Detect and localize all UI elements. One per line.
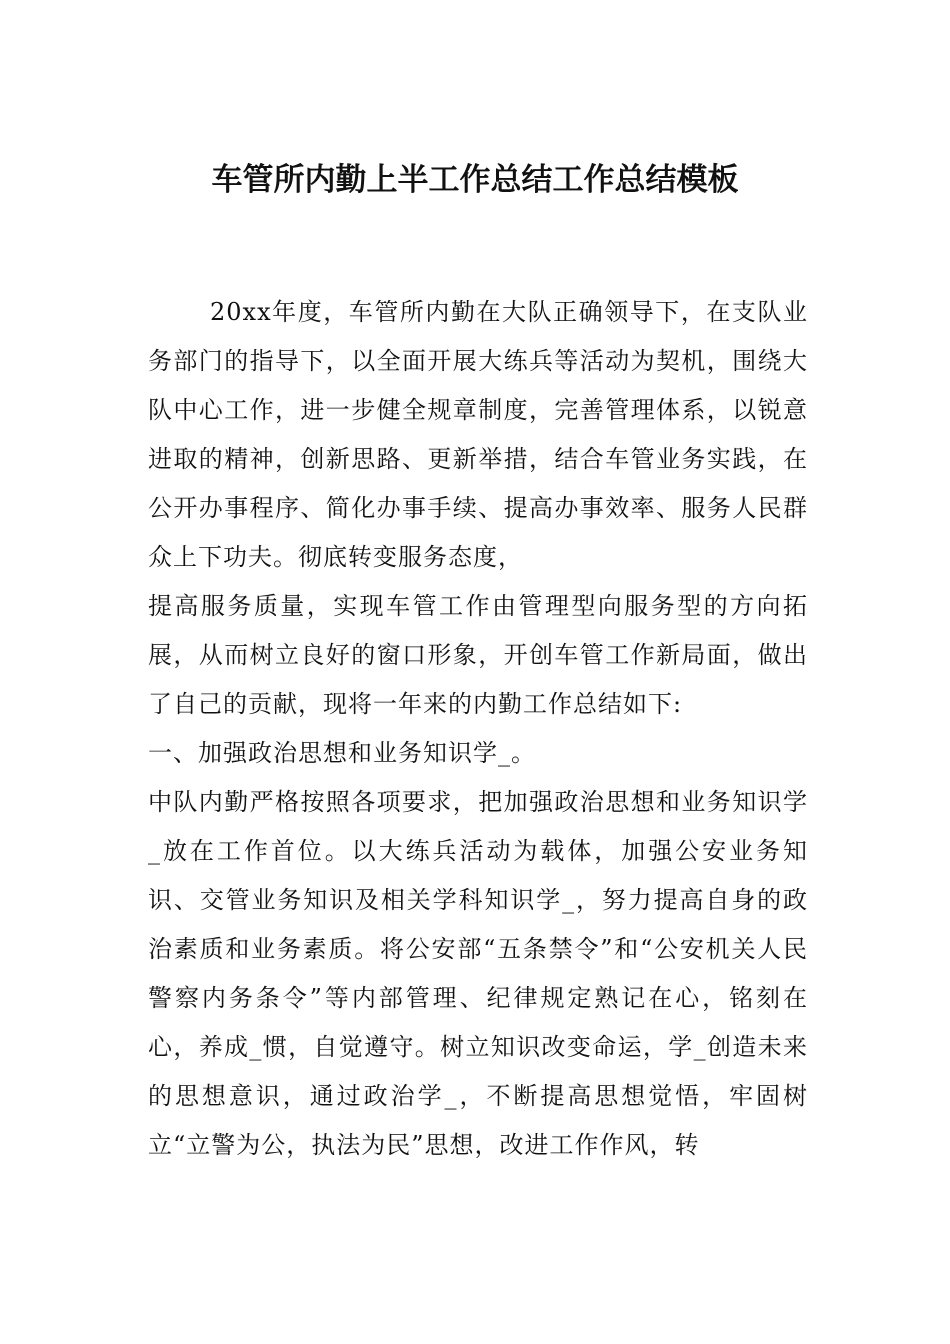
document-body <box>148 288 808 1170</box>
paragraph-continuation: 提高服务质量，实现车管工作由管理型向服务型的方向拓展，从而树立良好的窗口形象，开创车管工作新局面，做出了自己的贡献，现将一年来的内勤工作总结如下: <box>148 592 808 718</box>
paragraph-intro: 20xx年度，车管所内勤在大队正确领导下，在支队业务部门的指导下，以全面开展大练兵等活动为契机，围绕大队中心工作，进一步健全规章制度，完善管理体系，以锐意进取的精神，创新思路、更新举措，结合车管业务实践，在公开办事程序、简化办事手续、提高办事效率、服务人民群众上下功夫。彻底转变服务态度， <box>148 298 808 571</box>
paragraph-section-1: 中队内勤严格按照各项要求，把加强政治思想和业务知识学_放在工作首位。以大练兵活动为载体，加强公安业务知识、交管业务知识及相关学科知识学_，努力提高自身的政治素质和业务素质。将公安部“五条禁令”和“公安机关人民警察内务条令”等内部管理、纪律规定熟记在心，铭刻在心，养成_惯，自觉遵守。树立知识改变命运，学_创造未来的思想意识，通过政治学_，不断提高思想觉悟，牢固树立“立警为公，执法为民”思想，改进工作作风，转 <box>148 788 808 1159</box>
section-heading-1: 一、加强政治思想和业务知识学_。 <box>148 739 536 767</box>
document-title: 车管所内勤上半工作总结工作总结模板 <box>211 162 739 198</box>
